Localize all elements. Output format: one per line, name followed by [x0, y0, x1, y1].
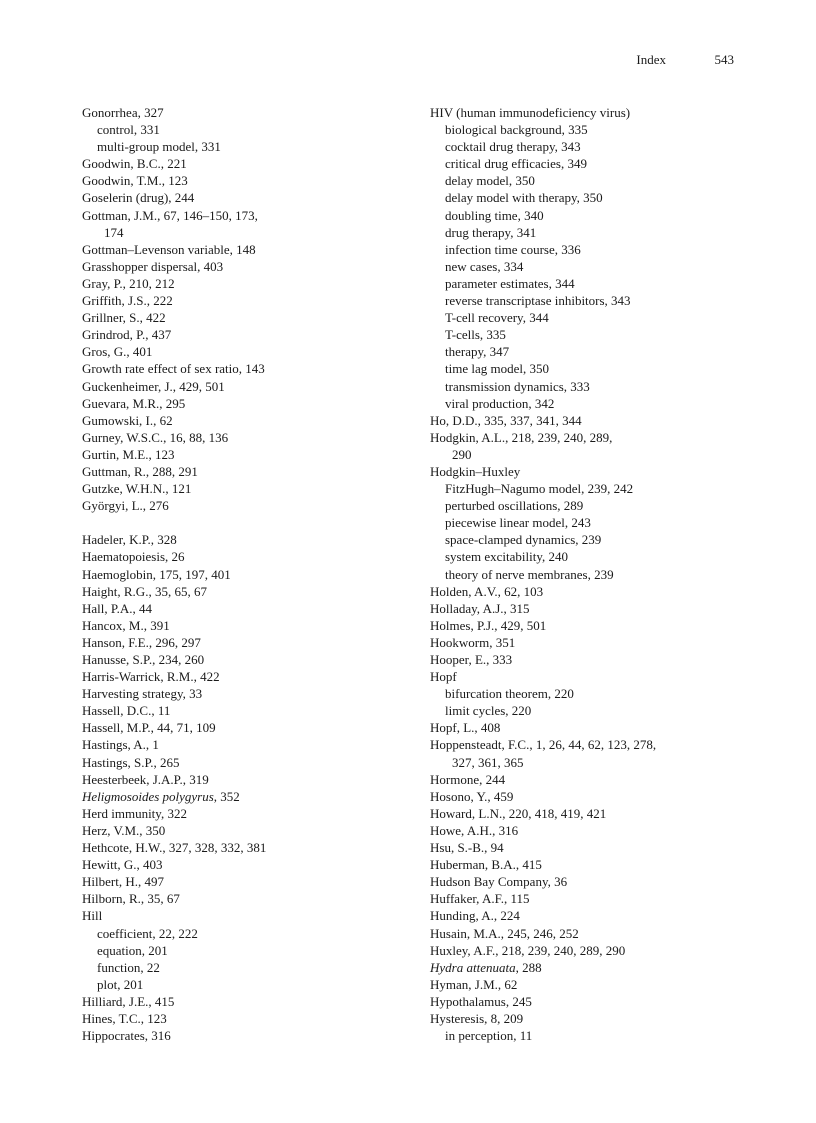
entry-text: Hancox, M., 391	[82, 617, 170, 633]
index-entry	[430, 463, 760, 480]
index-entry	[430, 429, 760, 463]
index-entry	[82, 736, 412, 753]
index-subentry	[430, 480, 760, 497]
entry-text: Hilborn, R., 35, 67	[82, 891, 180, 907]
index-subentry	[430, 172, 760, 189]
index-subentry	[430, 360, 760, 377]
entry-text: Gumowski, I., 62	[82, 412, 173, 428]
index-entry	[430, 788, 760, 805]
index-entry	[82, 702, 412, 719]
entry-text: Gonorrhea, 327	[82, 105, 164, 120]
entry-text: equation, 201	[97, 942, 168, 958]
index-entry	[82, 788, 412, 805]
index-subentry	[430, 531, 760, 548]
entry-continuation: 290	[452, 446, 472, 462]
entry-text: Hilbert, H., 497	[82, 874, 164, 890]
index-entry	[82, 634, 412, 651]
entry-text: Ho, D.D., 335, 337, 341, 344	[430, 412, 582, 428]
index-entry	[430, 668, 760, 685]
index-subentry	[430, 241, 760, 258]
entry-text: Holden, A.V., 62, 103	[430, 583, 544, 599]
index-entry	[82, 668, 412, 685]
index-subentry	[82, 925, 412, 942]
index-entry	[82, 651, 412, 668]
index-subentry	[430, 189, 760, 206]
index-entry	[82, 548, 412, 565]
entry-text: Harvesting strategy, 33	[82, 686, 203, 702]
index-entry	[82, 412, 412, 429]
entry-text: Grindrod, P., 437	[82, 327, 172, 343]
index-entry	[82, 309, 412, 326]
entry-text: Heesterbeek, J.A.P., 319	[82, 771, 209, 787]
entry-text: biological background, 335	[445, 122, 588, 138]
index-entry	[82, 873, 412, 890]
entry-text: Hanson, F.E., 296, 297	[82, 634, 201, 650]
entry-text: multi-group model, 331	[97, 139, 221, 155]
entry-text: Gottman–Levenson variable, 148	[82, 241, 256, 257]
entry-text: FitzHugh–Nagumo model, 239, 242	[445, 481, 634, 497]
entry-text: cocktail drug therapy, 343	[445, 139, 581, 155]
index-entry	[430, 600, 760, 617]
entry-text: Griffith, J.S., 222	[82, 293, 173, 309]
index-entry	[430, 736, 760, 770]
entry-text: in perception, 11	[445, 1028, 533, 1044]
entry-text: Hooper, E., 333	[430, 652, 513, 667]
index-column-right	[430, 104, 760, 1044]
index-entry	[82, 292, 412, 309]
index-entry	[82, 480, 412, 497]
entry-text: Haight, R.G., 35, 65, 67	[82, 583, 207, 599]
index-entry	[430, 617, 760, 634]
entry-text: perturbed oscillations, 289	[445, 498, 584, 514]
entry-text: space-clamped dynamics, 239	[445, 532, 602, 548]
entry-text: time lag model, 350	[445, 361, 549, 377]
entry-text: Guevara, M.R., 295	[82, 395, 186, 411]
entry-text: Herz, V.M., 350	[82, 822, 166, 838]
entry-text: reverse transcriptase inhibitors, 343	[445, 293, 631, 309]
entry-text: , 352	[213, 788, 240, 804]
entry-text: Howard, L.N., 220, 418, 419, 421	[430, 805, 607, 821]
entry-text: Hethcote, H.W., 327, 328, 332, 381	[82, 840, 267, 856]
index-entry	[430, 719, 760, 736]
entry-text: Harris-Warrick, R.M., 422	[82, 669, 220, 685]
entry-text: function, 22	[97, 959, 160, 975]
entry-text: Hookworm, 351	[430, 634, 516, 650]
index-entry	[82, 155, 412, 172]
index-entry	[82, 566, 412, 583]
entry-text: Hines, T.C., 123	[82, 1010, 167, 1026]
entry-text: Gray, P., 210, 212	[82, 275, 175, 291]
entry-text: Hastings, A., 1	[82, 737, 159, 753]
entry-text: Hosono, Y., 459	[430, 788, 514, 804]
index-entry	[430, 771, 760, 788]
entry-text: control, 331	[97, 122, 160, 138]
entry-text: delay model, 350	[445, 173, 535, 189]
index-entry	[430, 634, 760, 651]
entry-text: Gottman, J.M., 67, 146–150, 173,	[82, 207, 258, 223]
index-entry	[430, 1010, 760, 1027]
index-entry	[430, 822, 760, 839]
index-entry	[430, 959, 760, 976]
index-entry	[82, 258, 412, 275]
index-entry	[82, 805, 412, 822]
index-entry	[82, 583, 412, 600]
entry-text: T-cell recovery, 344	[445, 310, 549, 326]
entry-text: Hadeler, K.P., 328	[82, 532, 177, 548]
index-entry	[82, 685, 412, 702]
entry-text: Gutzke, W.H.N., 121	[82, 481, 192, 497]
index-entry	[82, 497, 412, 514]
index-entry	[430, 942, 760, 959]
index-subentry	[430, 138, 760, 155]
entry-text: Guckenheimer, J., 429, 501	[82, 378, 225, 394]
index-entry	[430, 993, 760, 1010]
index-entry	[430, 412, 760, 429]
entry-text: Hormone, 244	[430, 771, 506, 787]
index-subentry	[430, 207, 760, 224]
entry-text: infection time course, 336	[445, 241, 581, 257]
index-entry	[430, 925, 760, 942]
entry-text: Hodgkin, A.L., 218, 239, 240, 289,	[430, 429, 613, 445]
entry-text: Huffaker, A.F., 115	[430, 891, 530, 907]
index-subentry	[430, 497, 760, 514]
entry-text: Holmes, P.J., 429, 501	[430, 617, 547, 633]
entry-text: Hyman, J.M., 62	[430, 976, 518, 992]
entry-text: Huberman, B.A., 415	[430, 857, 542, 873]
italic-term: Heligmosoides polygyrus	[82, 788, 214, 804]
index-entry	[430, 856, 760, 873]
index-subentry	[430, 685, 760, 702]
entry-text: Holladay, A.J., 315	[430, 600, 530, 616]
entry-text: critical drug efficacies, 349	[445, 156, 587, 172]
index-subentry	[82, 976, 412, 993]
entry-text: Guttman, R., 288, 291	[82, 463, 198, 479]
entry-text: Goodwin, B.C., 221	[82, 156, 187, 172]
entry-text: therapy, 347	[445, 344, 510, 360]
index-entry	[82, 104, 412, 121]
index-entry	[430, 805, 760, 822]
entry-text: Hewitt, G., 403	[82, 857, 163, 873]
entry-text: parameter estimates, 344	[445, 275, 575, 291]
index-subentry	[430, 224, 760, 241]
entry-text: Hippocrates, 316	[82, 1028, 171, 1044]
entry-text: Hastings, S.P., 265	[82, 754, 180, 770]
page-number: 543	[714, 52, 734, 67]
index-entry	[82, 395, 412, 412]
entry-text: Hysteresis, 8, 209	[430, 1010, 524, 1026]
index-subentry	[82, 138, 412, 155]
entry-text: , 288	[515, 959, 542, 975]
entry-text: Hsu, S.-B., 94	[430, 840, 504, 856]
entry-text: Haematopoiesis, 26	[82, 549, 185, 565]
index-column-left	[82, 104, 412, 1044]
index-entry	[82, 207, 412, 241]
entry-text: Hoppensteadt, F.C., 1, 26, 44, 62, 123, 278,	[430, 737, 657, 753]
index-entry	[82, 1027, 412, 1044]
entry-text: delay model with therapy, 350	[445, 190, 603, 206]
index-subentry	[430, 1027, 760, 1044]
index-entry	[82, 378, 412, 395]
entry-text: Hill	[82, 908, 103, 924]
index-subentry	[430, 566, 760, 583]
index-entry	[430, 651, 760, 668]
entry-text: HIV (human immunodeficiency virus)	[430, 105, 631, 120]
entry-text: Growth rate effect of sex ratio, 143	[82, 361, 265, 377]
index-letter-gap	[82, 514, 412, 531]
entry-text: Howe, A.H., 316	[430, 822, 519, 838]
index-subentry	[430, 702, 760, 719]
index-entry	[82, 429, 412, 446]
entry-text: Hassell, M.P., 44, 71, 109	[82, 720, 216, 736]
index-subentry	[430, 292, 760, 309]
index-entry	[82, 446, 412, 463]
entry-text: Goodwin, T.M., 123	[82, 173, 188, 189]
entry-text: theory of nerve membranes, 239	[445, 566, 614, 582]
entry-text: Hanusse, S.P., 234, 260	[82, 652, 205, 667]
index-subentry	[82, 121, 412, 138]
entry-text: piecewise linear model, 243	[445, 515, 591, 531]
index-subentry	[430, 309, 760, 326]
index-entry	[82, 463, 412, 480]
entry-text: transmission dynamics, 333	[445, 378, 590, 394]
index-entry	[82, 531, 412, 548]
index-subentry	[430, 258, 760, 275]
page-header	[0, 52, 816, 70]
entry-text: Husain, M.A., 245, 246, 252	[430, 925, 579, 941]
entry-text: Grillner, S., 422	[82, 310, 166, 326]
index-entry	[82, 993, 412, 1010]
index-entry	[82, 907, 412, 924]
index-entry	[430, 907, 760, 924]
index-entry	[82, 172, 412, 189]
entry-text: Hilliard, J.E., 415	[82, 993, 175, 1009]
entry-text: Gros, G., 401	[82, 344, 153, 360]
entry-text: Gurney, W.S.C., 16, 88, 136	[82, 429, 229, 445]
entry-continuation: 174	[104, 224, 124, 240]
entry-text: Goselerin (drug), 244	[82, 190, 195, 206]
entry-text: Hodgkin–Huxley	[430, 463, 521, 479]
index-entry	[430, 890, 760, 907]
index-entry	[430, 839, 760, 856]
entry-text: Hopf, L., 408	[430, 720, 501, 736]
entry-text: T-cells, 335	[445, 327, 506, 343]
index-subentry	[430, 343, 760, 360]
index-entry	[82, 771, 412, 788]
index-entry	[82, 839, 412, 856]
entry-text: Hudson Bay Company, 36	[430, 874, 568, 890]
index-subentry	[430, 121, 760, 138]
index-subentry	[430, 275, 760, 292]
entry-continuation: 327, 361, 365	[452, 754, 524, 770]
entry-text: Gurtin, M.E., 123	[82, 446, 175, 462]
entry-text: Hypothalamus, 245	[430, 993, 532, 1009]
index-entry	[430, 583, 760, 600]
index-entry	[82, 754, 412, 771]
index-entry	[430, 976, 760, 993]
entry-text: Hunding, A., 224	[430, 908, 520, 924]
index-entry	[430, 873, 760, 890]
running-title: Index	[636, 52, 666, 67]
index-entry	[82, 600, 412, 617]
entry-text: plot, 201	[97, 976, 144, 992]
entry-text: bifurcation theorem, 220	[445, 686, 574, 702]
index-entry	[82, 719, 412, 736]
index-entry	[82, 241, 412, 258]
entry-text: Hall, P.A., 44	[82, 600, 153, 616]
index-entry	[82, 890, 412, 907]
index-subentry	[430, 548, 760, 565]
entry-text: coefficient, 22, 222	[97, 925, 198, 941]
entry-text: Grasshopper dispersal, 403	[82, 258, 224, 274]
entry-text: Hopf	[430, 669, 457, 685]
entry-text: Huxley, A.F., 218, 239, 240, 289, 290	[430, 942, 626, 958]
index-entry	[82, 275, 412, 292]
index-subentry	[82, 942, 412, 959]
entry-text: doubling time, 340	[445, 207, 544, 223]
index-entry	[82, 360, 412, 377]
index-entry	[430, 104, 760, 121]
entry-text: new cases, 334	[445, 258, 524, 274]
entry-text: system excitability, 240	[445, 549, 568, 565]
index-entry	[82, 856, 412, 873]
index-entry	[82, 822, 412, 839]
entry-text: Haemoglobin, 175, 197, 401	[82, 566, 231, 582]
index-subentry	[430, 155, 760, 172]
index-subentry	[82, 959, 412, 976]
index-entry	[82, 617, 412, 634]
entry-text: Herd immunity, 322	[82, 805, 187, 821]
index-entry	[82, 343, 412, 360]
entry-text: viral production, 342	[445, 395, 555, 411]
index-entry	[82, 189, 412, 206]
entry-text: Hassell, D.C., 11	[82, 703, 171, 719]
italic-term: Hydra attenuata	[430, 959, 516, 975]
index-subentry	[430, 326, 760, 343]
index-subentry	[430, 395, 760, 412]
entry-text: Györgyi, L., 276	[82, 498, 169, 514]
index-subentry	[430, 514, 760, 531]
index-subentry	[430, 378, 760, 395]
index-entry	[82, 326, 412, 343]
entry-text: drug therapy, 341	[445, 224, 537, 240]
index-entry	[82, 1010, 412, 1027]
entry-text: limit cycles, 220	[445, 703, 532, 719]
